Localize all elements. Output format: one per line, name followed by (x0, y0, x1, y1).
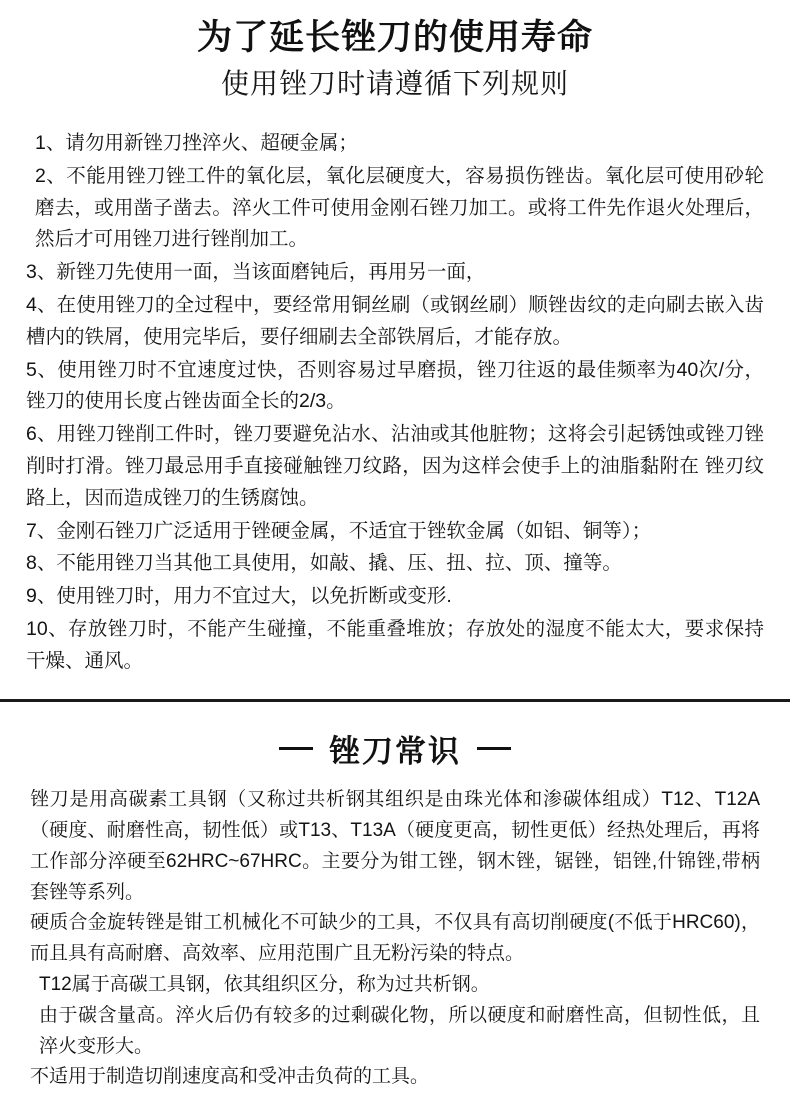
rule-item: 9、使用锉刀时，用力不宜过大，以免折断或变形. (26, 585, 452, 608)
page-subtitle: 使用锉刀时请遵循下列规则 (220, 67, 569, 99)
rule-item: 10、存放锉刀时，不能产生碰撞，不能重叠堆放；存放处的湿度不能太大，要求保持干燥、通风。 (26, 617, 764, 672)
rule-item: 7、金刚石锉刀广泛适用于锉硬金属，不适宜于锉软金属（如铝、铜等）； (26, 519, 652, 542)
rule-item: 2、不能用锉刀锉工件的氧化层，氧化层硬度大，容易损伤锉齿。氧化层可使用砂轮磨去，或用凿子凿去。淬火工件可使用金刚石锉刀加工。或将工件先作退火处理后，然后才可用锉刀进行锉削加工。 (35, 164, 764, 251)
rule-item: 6、用锉刀锉削工件时，锉刀要避免沾水、沾油或其他脏物；这将会引起锈蚀或锉刀锉削时打滑。锉刀最忌用手直接碰触锉刀纹路，因为这样会使手上的油脂黏附在 锉刃纹路上，因而造成锉刀的生锈腐蚀。 (26, 423, 764, 509)
rule-item: 4、在使用锉刀的全过程中，要经常用铜丝刷（或钢丝刷）顺锉齿纹的走向刷去嵌入齿槽内的铁屑，使用完毕后，要仔细刷去全部铁屑后，才能存放。 (26, 294, 764, 348)
rule-item: 1、请勿用新锉刀挫淬火、超硬金属； (35, 132, 358, 155)
knowledge-section (0, 702, 790, 1093)
rule-item: 8、不能用锉刀当其他工具使用，如敲、撬、压、扭、拉、顶、撞等。 (26, 552, 622, 575)
rules-list (26, 128, 764, 677)
page-title: 为了延长锉刀的使用寿命 (196, 18, 593, 57)
rule-item: 5、使用锉刀时不宜速度过快，否则容易过早磨损，锉刀往返的最佳频率为40次/分，锉刀的使用长度占锉齿面全长的2/3。 (26, 358, 765, 413)
paragraph: 不适用于制造切削速度高和受冲击负荷的工具。 (30, 1066, 430, 1088)
paragraph: 锉刀是用高碳素工具钢（又称过共析钢其组织是由珠光体和渗碳体组成）T12、T12A（硬度、耐磨性高，韧性低）或T13、T13A（硬度更高，韧性更低）经热处理后，再将工作部分淬硬至62HRC~67HRC。主要分为钳工锉，钢木锉，锯锉，铝锉,什锦锉,带柄套锉等系列。 (30, 789, 760, 903)
dash-right-icon (477, 747, 511, 750)
paragraph: 硬质合金旋转锉是钳工机械化不可缺少的工具，不仅具有高切削硬度(不低于HRC60)，而且具有高耐磨、高效率、应用范围广且无粉污染的特点。 (30, 912, 760, 965)
knowledge-body (30, 785, 760, 1093)
paragraph: T12属于高碳工具钢，依其组织区分，称为过共析钢。 (39, 974, 490, 996)
section-title (0, 726, 790, 771)
page-header (0, 0, 790, 102)
rule-item: 3、新锉刀先使用一面，当该面磨钝后，再用另一面， (26, 261, 486, 284)
paragraph: 由于碳含量高。淬火后仍有较多的过剩碳化物，所以硬度和耐磨性高，但韧性低，且淬火变形大。 (39, 1004, 760, 1057)
dash-left-icon (279, 747, 313, 750)
section-title-text: 锉刀常识 (329, 734, 461, 770)
